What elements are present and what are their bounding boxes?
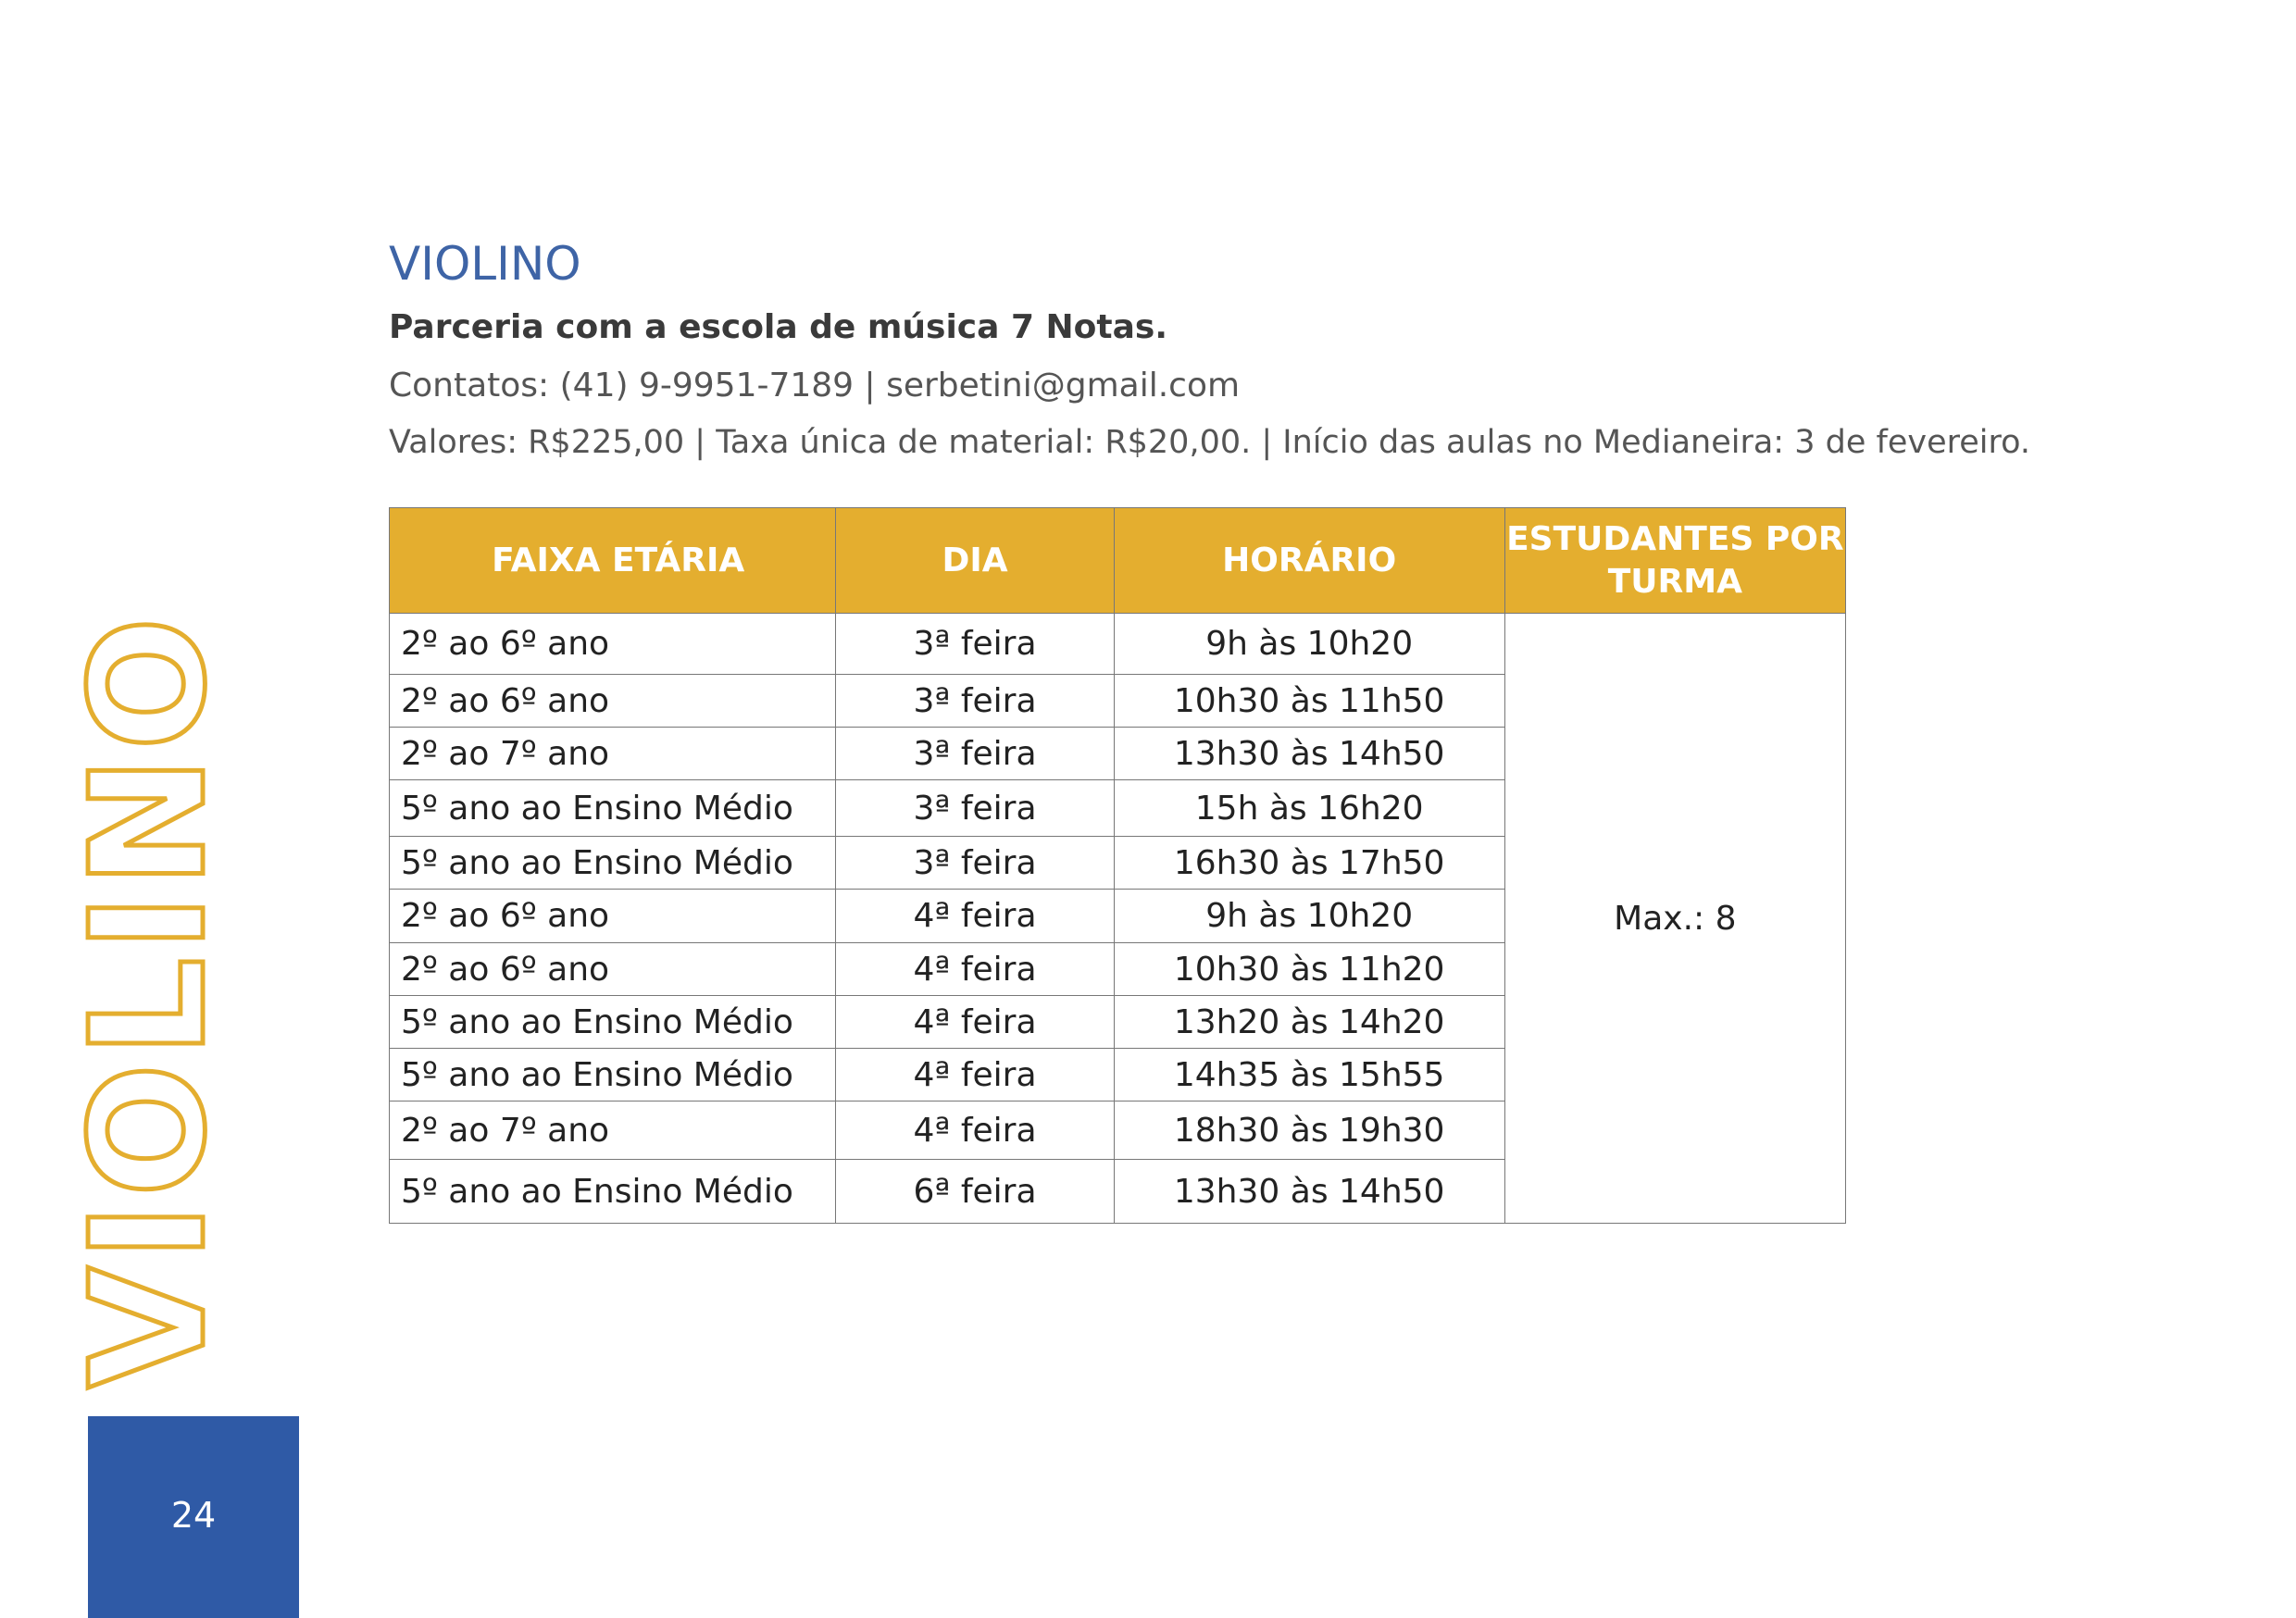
cell-time: 14h35 às 15h55 (1114, 1049, 1504, 1101)
cell-time: 13h20 às 14h20 (1114, 996, 1504, 1049)
cell-time: 18h30 às 19h30 (1114, 1101, 1504, 1160)
page-title: VIOLINO (389, 237, 581, 291)
table-row (390, 614, 1846, 675)
cell-time: 13h30 às 14h50 (1114, 1160, 1504, 1224)
cell-age-range: 5º ano ao Ensino Médio (390, 996, 836, 1049)
cell-time: 9h às 10h20 (1114, 614, 1504, 675)
page-number-box (88, 1416, 299, 1618)
cell-age-range: 5º ano ao Ensino Médio (390, 837, 836, 890)
cell-day: 4ª feira (836, 1101, 1114, 1160)
cell-students-per-class: Max.: 8 (1504, 614, 1845, 1224)
cell-day: 3ª feira (836, 614, 1114, 675)
cell-time: 15h às 16h20 (1114, 780, 1504, 837)
cell-day: 4ª feira (836, 996, 1114, 1049)
cell-day: 3ª feira (836, 675, 1114, 728)
cell-age-range: 5º ano ao Ensino Médio (390, 780, 836, 837)
page-number: 24 (170, 1495, 217, 1536)
cell-day: 6ª feira (836, 1160, 1114, 1224)
cell-time: 9h às 10h20 (1114, 890, 1504, 943)
cell-age-range: 2º ao 7º ano (390, 728, 836, 780)
cell-day: 3ª feira (836, 728, 1114, 780)
table-body (390, 614, 1846, 1224)
cell-age-range: 2º ao 6º ano (390, 890, 836, 943)
cell-day: 3ª feira (836, 837, 1114, 890)
header-age-range: FAIXA ETÁRIA (390, 508, 836, 614)
header-time: HORÁRIO (1114, 508, 1504, 614)
cell-time: 13h30 às 14h50 (1114, 728, 1504, 780)
schedule-table (389, 507, 1846, 1224)
cell-age-range: 2º ao 6º ano (390, 614, 836, 675)
cell-age-range: 2º ao 6º ano (390, 943, 836, 996)
cell-time: 10h30 às 11h20 (1114, 943, 1504, 996)
cell-age-range: 5º ano ao Ensino Médio (390, 1160, 836, 1224)
cell-day: 4ª feira (836, 1049, 1114, 1101)
cell-day: 3ª feira (836, 780, 1114, 837)
side-title-outline: VIOLINO (57, 611, 241, 1388)
cell-day: 4ª feira (836, 943, 1114, 996)
cell-day: 4ª feira (836, 890, 1114, 943)
cell-age-range: 2º ao 6º ano (390, 675, 836, 728)
partner-subtitle: Parceria com a escola de música 7 Notas. (389, 308, 1168, 346)
header-students-per-class: ESTUDANTES POR TURMA (1504, 508, 1845, 614)
cell-time: 16h30 às 17h50 (1114, 837, 1504, 890)
header-day: DIA (836, 508, 1114, 614)
table-header-row (390, 508, 1846, 614)
cell-age-range: 5º ano ao Ensino Médio (390, 1049, 836, 1101)
contacts-line: Contatos: (41) 9-9951-7189 | serbetini@gmail.com (389, 367, 1241, 404)
cell-time: 10h30 às 11h50 (1114, 675, 1504, 728)
values-line: Valores: R$225,00 | Taxa única de material: R$20,00. | Início das aulas no Medianeira: 3 de fevereiro. (389, 424, 2031, 461)
cell-age-range: 2º ao 7º ano (390, 1101, 836, 1160)
